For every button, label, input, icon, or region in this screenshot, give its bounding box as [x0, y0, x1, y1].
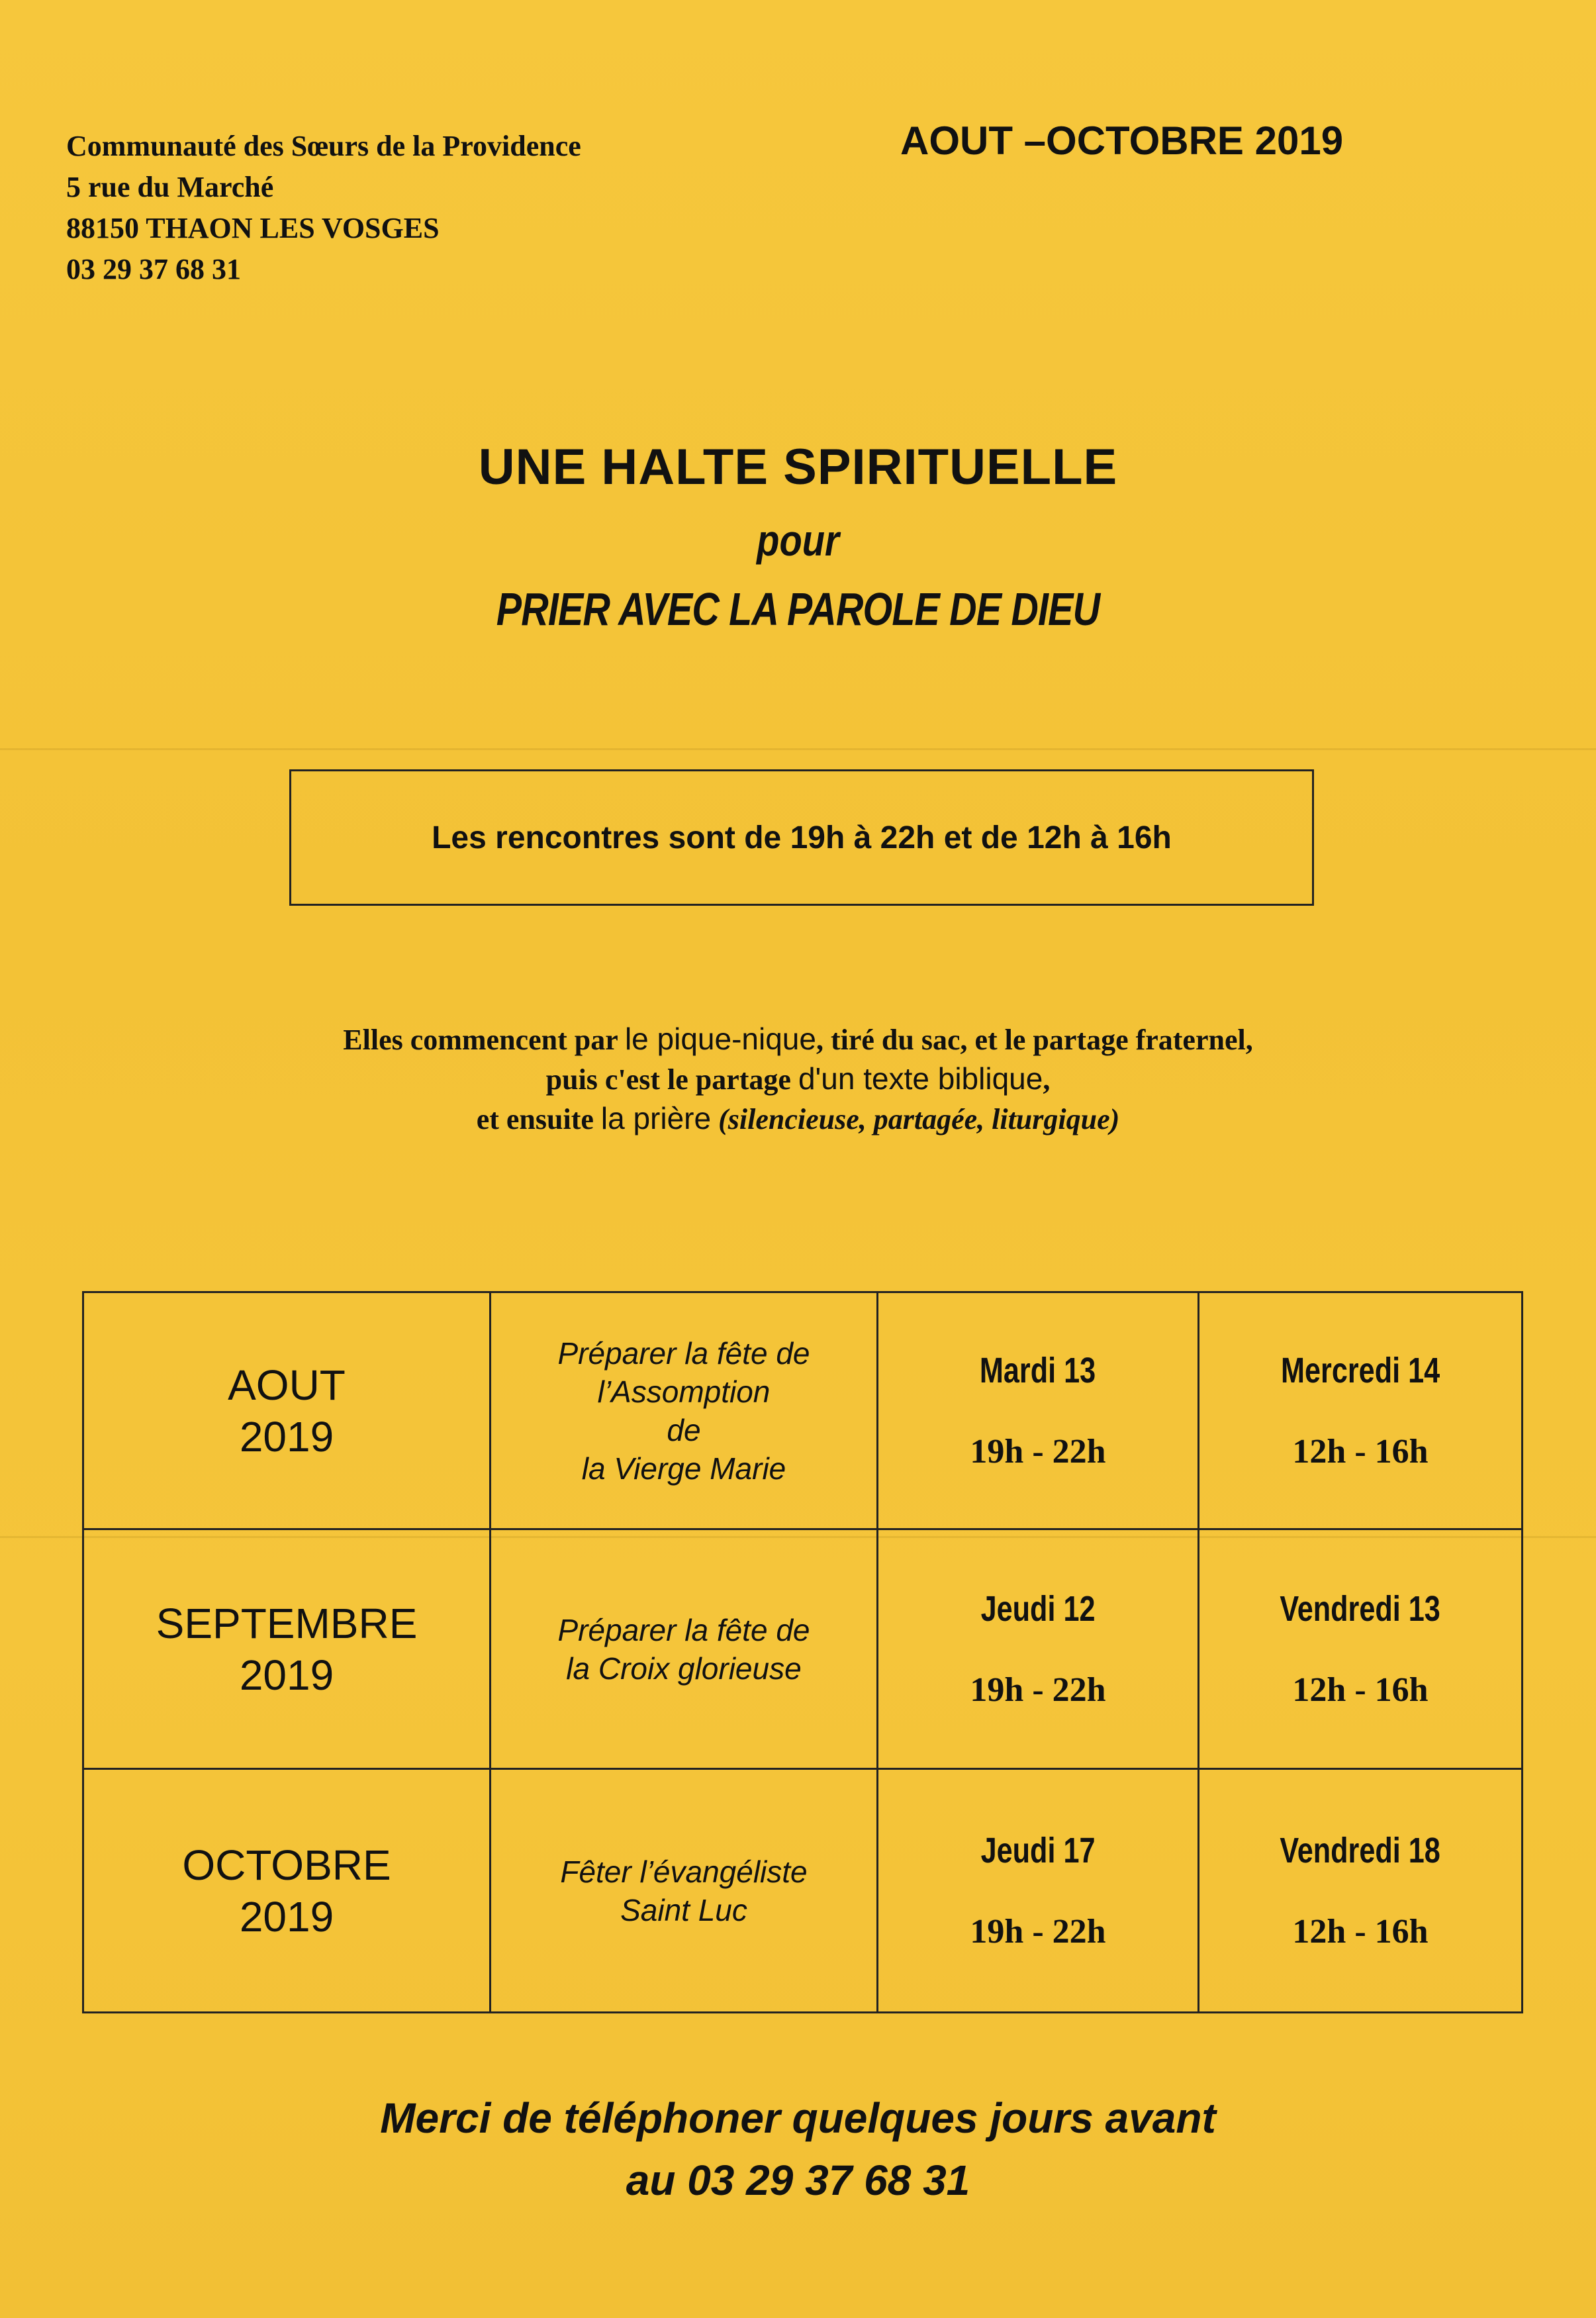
- time-range: 19h - 22h: [970, 1433, 1106, 1471]
- occasion-line: Préparer la fête de: [557, 1335, 810, 1371]
- time-range: 12h - 16h: [1292, 1913, 1429, 1951]
- paper-fold-line: [0, 748, 1596, 750]
- hours-notice-box: [289, 769, 1314, 906]
- month-name: SEPTEMBRE: [156, 1599, 418, 1647]
- month-name: AOUT: [228, 1361, 346, 1409]
- schedule-table: [82, 1291, 1523, 2013]
- sender-address: [66, 126, 581, 290]
- main-subtitle: PRIER AVEC LA PAROLE DE DIEU: [496, 583, 1100, 635]
- desc-highlight: la prière: [600, 1101, 712, 1135]
- day1-cell: [878, 1529, 1199, 1769]
- table-row: [83, 1529, 1523, 1769]
- day2-cell: [1199, 1292, 1523, 1529]
- table-row: [83, 1292, 1523, 1529]
- occasion-cell: [491, 1292, 878, 1529]
- city-address: 88150 THAON LES VOSGES: [66, 212, 440, 244]
- month-cell: [83, 1292, 491, 1529]
- month-year: 2019: [239, 1651, 334, 1699]
- desc-highlight: d'un texte biblique: [798, 1061, 1043, 1096]
- period-heading: AOUT –OCTOBRE 2019: [900, 119, 1344, 163]
- time-range: 12h - 16h: [1292, 1671, 1429, 1709]
- street-address: 5 rue du Marché: [66, 171, 274, 203]
- community-name: Communauté des Sœurs de la Providence: [66, 130, 581, 162]
- description-line-1: [0, 1020, 1596, 1059]
- day-label: Vendredi 13: [1280, 1589, 1441, 1629]
- month-cell: [83, 1769, 491, 2013]
- occasion-line: Fêter l’évangéliste: [560, 1854, 808, 1889]
- desc-text: ,: [1043, 1063, 1051, 1096]
- table-row: [83, 1769, 1523, 2013]
- occasion-line: Saint Luc: [620, 1892, 747, 1927]
- occasion-line: la Croix glorieuse: [566, 1651, 802, 1686]
- day1-cell: [878, 1769, 1199, 2013]
- day2-cell: [1199, 1529, 1523, 1769]
- time-range: 12h - 16h: [1292, 1433, 1429, 1471]
- main-title: UNE HALTE SPIRITUELLE: [478, 439, 1118, 495]
- description: [0, 1020, 1596, 1139]
- desc-text: , tiré du sac, et le partage fraternel,: [816, 1024, 1253, 1056]
- desc-text: et ensuite: [476, 1103, 601, 1135]
- month-year: 2019: [239, 1412, 334, 1461]
- desc-italic: (silencieuse, partagée, liturgique): [718, 1103, 1120, 1135]
- phone-number: 03 29 37 68 31: [66, 253, 241, 285]
- day2-cell: [1199, 1769, 1523, 2013]
- month-year: 2019: [239, 1892, 334, 1941]
- time-range: 19h - 22h: [970, 1671, 1106, 1709]
- occasion-line: de: [667, 1412, 701, 1447]
- occasion-line: l’Assomption: [597, 1374, 771, 1409]
- day1-cell: [878, 1292, 1199, 1529]
- month-cell: [83, 1529, 491, 1769]
- desc-highlight: le pique-nique: [624, 1022, 816, 1056]
- occasion-cell: [491, 1529, 878, 1769]
- title-connector: pour: [757, 516, 839, 565]
- footer-line-1: Merci de téléphoner quelques jours avant: [380, 2094, 1216, 2142]
- description-line-2: [0, 1059, 1596, 1099]
- footer-phone: au 03 29 37 68 31: [626, 2156, 970, 2204]
- month-name: OCTOBRE: [182, 1841, 391, 1889]
- hours-notice: Les rencontres sont de 19h à 22h et de 12h à 16h: [432, 820, 1172, 855]
- day-label: Vendredi 18: [1280, 1831, 1441, 1870]
- occasion-cell: [491, 1769, 878, 2013]
- description-line-3: [0, 1099, 1596, 1139]
- day-label: Jeudi 17: [980, 1831, 1096, 1870]
- desc-text: Elles commencent par: [343, 1024, 625, 1056]
- day-label: Jeudi 12: [980, 1589, 1096, 1629]
- day-label: Mardi 13: [980, 1351, 1096, 1390]
- occasion-line: la Vierge Marie: [581, 1451, 786, 1486]
- day-label: Mercredi 14: [1280, 1351, 1440, 1390]
- time-range: 19h - 22h: [970, 1913, 1106, 1951]
- occasion-line: Préparer la fête de: [557, 1612, 810, 1647]
- desc-text: puis c'est le partage: [545, 1063, 798, 1096]
